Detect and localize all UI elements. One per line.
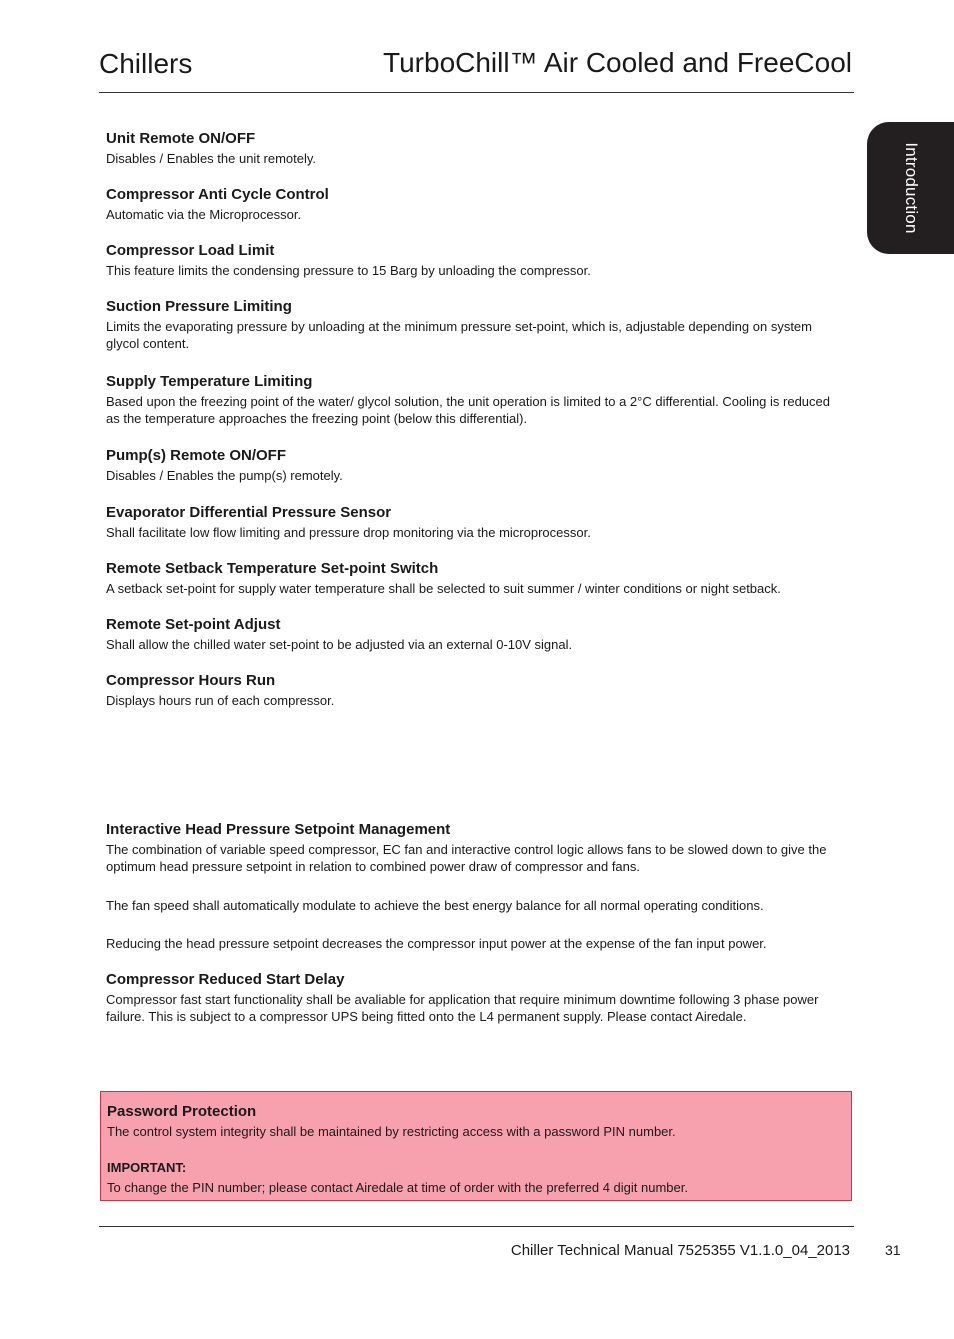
section-supply-temperature [106, 373, 841, 427]
notice-title: Password Protection [107, 1103, 257, 1120]
document-title: TurboChill™ Air Cooled and FreeCool [383, 47, 852, 78]
section-title: Remote Set-point Adjust [106, 616, 281, 633]
section-text: Limits the evaporating pressure by unloading at the minimum pressure set-point, which is, adjustable depending on system glycol content. [106, 319, 812, 351]
section-title: Supply Temperature Limiting [106, 373, 313, 390]
section-title: Compressor Anti Cycle Control [106, 186, 329, 203]
section-title: Suction Pressure Limiting [106, 298, 292, 315]
section-setpoint-adjust [106, 616, 841, 653]
important-text: To change the PIN number; please contact Airedale at time of order with the preferred 4 digit number. [107, 1180, 688, 1195]
section-text: Automatic via the Microprocessor. [106, 207, 302, 222]
section-hours-run [106, 672, 841, 709]
paragraph-fan-speed: The fan speed shall automatically modulate to achieve the best energy balance for all normal operating conditions. [106, 898, 764, 913]
section-title: Pump(s) Remote ON/OFF [106, 447, 287, 464]
section-text: Based upon the freezing point of the water/ glycol solution, the unit operation is limited to a 2°C differential. Cooling is reduced as the temperature approaches the freezing point (below this differential). [106, 394, 831, 426]
section-title: Interactive Head Pressure Setpoint Management [106, 821, 451, 838]
section-load-limit [106, 242, 841, 279]
header-divider [99, 92, 854, 93]
page-number: 31 [885, 1242, 901, 1258]
section-text: Disables / Enables the unit remotely. [106, 151, 317, 166]
section-text: Shall facilitate low flow limiting and pressure drop monitoring via the microprocessor. [106, 525, 591, 540]
document-category: Chillers [99, 48, 193, 79]
footer-divider [99, 1226, 854, 1227]
important-label: IMPORTANT: [107, 1160, 187, 1175]
section-unit-remote [106, 130, 841, 167]
manual-reference: Chiller Technical Manual 7525355 V1.1.0_04_2013 [510, 1242, 850, 1259]
section-title: Unit Remote ON/OFF [106, 130, 256, 147]
section-title: Remote Setback Temperature Set-point Switch [106, 560, 439, 577]
chapter-tab[interactable] [867, 122, 954, 254]
section-text: A setback set-point for supply water temperature shall be selected to suit summer / winter conditions or night setback. [106, 581, 781, 596]
section-title: Compressor Reduced Start Delay [106, 971, 345, 988]
section-pump-remote [106, 447, 841, 484]
section-title: Compressor Load Limit [106, 242, 275, 259]
section-anti-cycle [106, 186, 841, 223]
notice-text: The control system integrity shall be maintained by restricting access with a password PIN number. [107, 1124, 676, 1139]
section-suction-pressure [106, 298, 841, 352]
section-setback-switch [106, 560, 841, 597]
section-text: The combination of variable speed compressor, EC fan and interactive control logic allows fans to be slowed down to give the optimum head pressure setpoint in relation to combined power draw of compressor and fans. [106, 842, 827, 874]
section-text: Displays hours run of each compressor. [106, 693, 335, 708]
section-text: Shall allow the chilled water set-point to be adjusted via an external 0-10V signal. [106, 637, 573, 652]
chapter-tab-label: Introduction [901, 142, 921, 234]
section-title: Compressor Hours Run [106, 672, 276, 689]
section-text: This feature limits the condensing pressure to 15 Barg by unloading the compressor. [106, 263, 591, 278]
password-protection-notice [100, 1091, 852, 1201]
section-text: Compressor fast start functionality shall be avaliable for application that require minimum downtime following 3 phase power failure. This is subject to a compressor UPS being fitted onto the L4 permanent supply. Please contact Airedale. [106, 992, 819, 1024]
section-text: Disables / Enables the pump(s) remotely. [106, 468, 343, 483]
section-reduced-start [106, 971, 841, 1025]
paragraph-head-pressure-reduction: Reducing the head pressure setpoint decreases the compressor input power at the expense of the fan input power. [106, 936, 767, 951]
section-title: Evaporator Differential Pressure Sensor [106, 504, 392, 521]
section-evaporator-sensor [106, 504, 841, 541]
section-head-pressure [106, 821, 841, 875]
